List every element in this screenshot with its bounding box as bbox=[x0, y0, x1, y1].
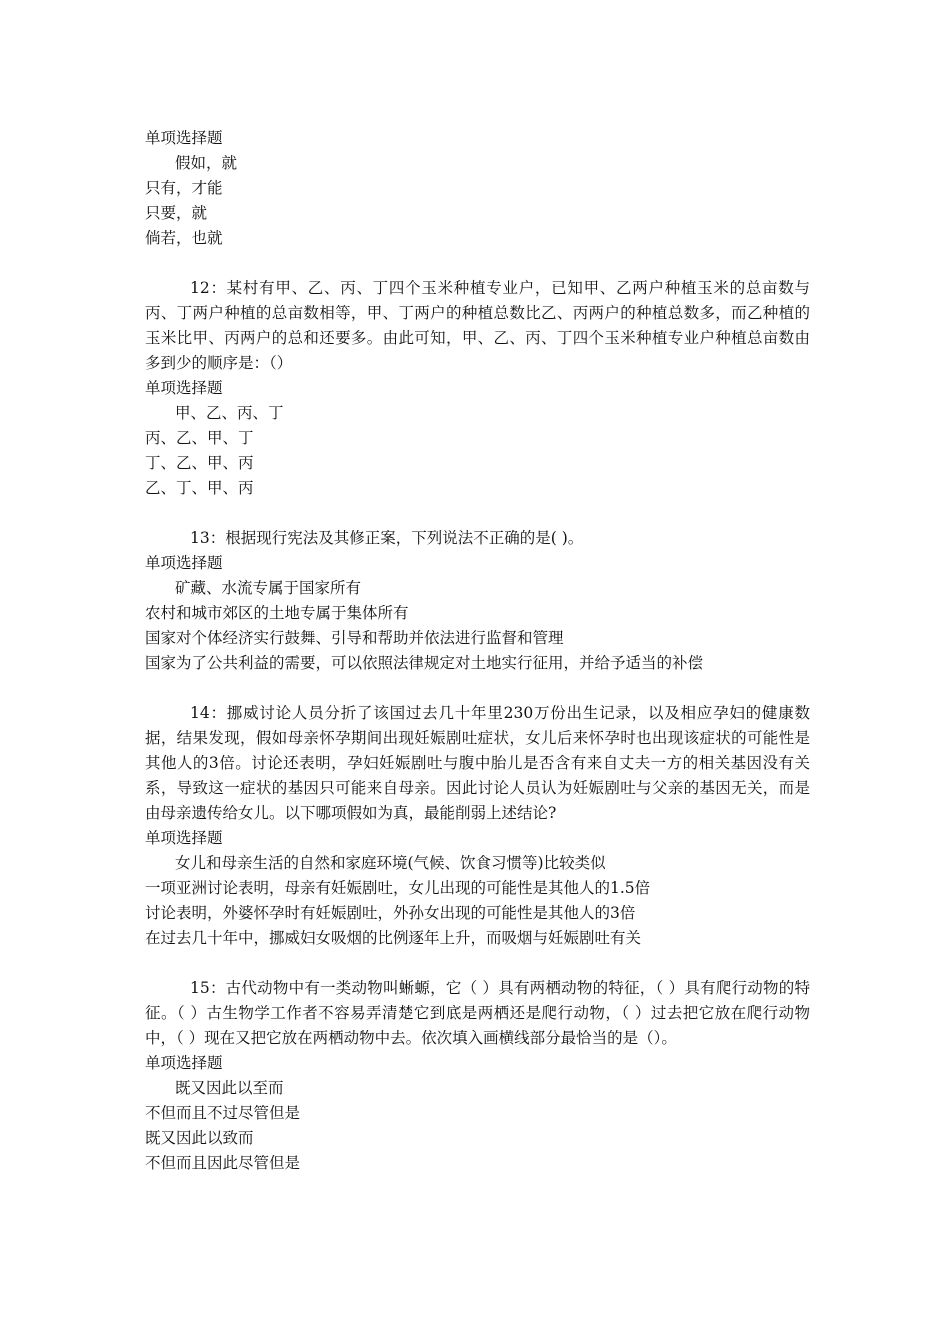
question-type-label: 单项选择题 bbox=[145, 554, 223, 572]
option-a: 既又因此以至而 bbox=[175, 1079, 284, 1097]
option-b: 只有，才能 bbox=[145, 179, 223, 197]
option-d: 乙、丁、甲、丙 bbox=[145, 479, 254, 497]
option-a: 女儿和母亲生活的自然和家庭环境(气候、饮食习惯等)比较类似 bbox=[175, 854, 606, 872]
document-body bbox=[145, 126, 810, 1176]
option-d: 倘若，也就 bbox=[145, 229, 223, 247]
option-a: 矿藏、水流专属于国家所有 bbox=[175, 579, 362, 597]
option-d: 在过去几十年中，挪威妇女吸烟的比例逐年上升，而吸烟与妊娠剧吐有关 bbox=[145, 929, 642, 947]
question-14-stem: 14：挪威讨论人员分折了该国过去几十年里230万份出生记录，以及相应孕妇的健康数据，结果发现，假如母亲怀孕期间出现妊娠剧吐症状，女儿后来怀孕时也出现该症状的可能性是其他人的3倍。讨论还表明，孕妇妊娠剧吐与腹中胎儿是否含有来自丈夫一方的相关基因没有关系，导致这一症状的基因只可能来自母亲。因此讨论人员认为妊娠剧吐与父亲的基因无关，而是由母亲遗传给女儿。以下哪项假如为真，最能削弱上述结论? bbox=[145, 704, 810, 822]
option-b: 不但而且不过尽管但是 bbox=[145, 1104, 301, 1122]
option-a: 假如，就 bbox=[175, 154, 238, 172]
option-c: 只要，就 bbox=[145, 204, 208, 222]
question-type-label: 单项选择题 bbox=[145, 829, 223, 847]
option-d: 国家为了公共利益的需要，可以依照法律规定对土地实行征用，并给予适当的补偿 bbox=[145, 654, 704, 672]
spacer bbox=[145, 501, 810, 526]
option-c: 丁、乙、甲、丙 bbox=[145, 454, 254, 472]
spacer bbox=[145, 676, 810, 701]
question-type-label: 单项选择题 bbox=[145, 379, 223, 397]
option-c: 国家对个体经济实行鼓舞、引导和帮助并依法进行监督和管理 bbox=[145, 629, 564, 647]
question-12-stem: 12：某村有甲、乙、丙、丁四个玉米种植专业户，已知甲、乙两户种植玉米的总亩数与丙、丁两户种植的总亩数相等，甲、丁两户的种植总数比乙、丙两户的种植总数多，而乙种植的玉米比甲、丙两户的总和还要多。由此可知，甲、乙、丙、丁四个玉米种植专业户种植总亩数由多到少的顺序是：（） bbox=[145, 279, 810, 372]
option-b: 农村和城市郊区的土地专属于集体所有 bbox=[145, 604, 409, 622]
option-d: 不但而且因此尽管但是 bbox=[145, 1154, 301, 1172]
option-c: 既又因此以致而 bbox=[145, 1129, 254, 1147]
option-c: 讨论表明，外婆怀孕时有妊娠剧吐，外孙女出现的可能性是其他人的3倍 bbox=[145, 904, 636, 922]
spacer bbox=[145, 251, 810, 276]
question-type-label: 单项选择题 bbox=[145, 1054, 223, 1072]
question-15-stem: 15：古代动物中有一类动物叫蜥螈，它（ ）具有两栖动物的特征，（ ）具有爬行动物的特征。（ ）古生物学工作者不容易弄清楚它到底是两栖还是爬行动物，（ ）过去把它放在爬行动物中，（ ）现在又把它放在两栖动物中去。依次填入画横线部分最恰当的是（）。 bbox=[145, 979, 810, 1047]
option-b: 丙、乙、甲、丁 bbox=[145, 429, 254, 447]
option-a: 甲、乙、丙、丁 bbox=[175, 404, 284, 422]
question-type-label: 单项选择题 bbox=[145, 129, 223, 147]
spacer bbox=[145, 951, 810, 976]
option-b: 一项亚洲讨论表明，母亲有妊娠剧吐，女儿出现的可能性是其他人的1.5倍 bbox=[145, 879, 651, 897]
question-13-stem: 13：根据现行宪法及其修正案，下列说法不正确的是( )。 bbox=[190, 529, 584, 547]
